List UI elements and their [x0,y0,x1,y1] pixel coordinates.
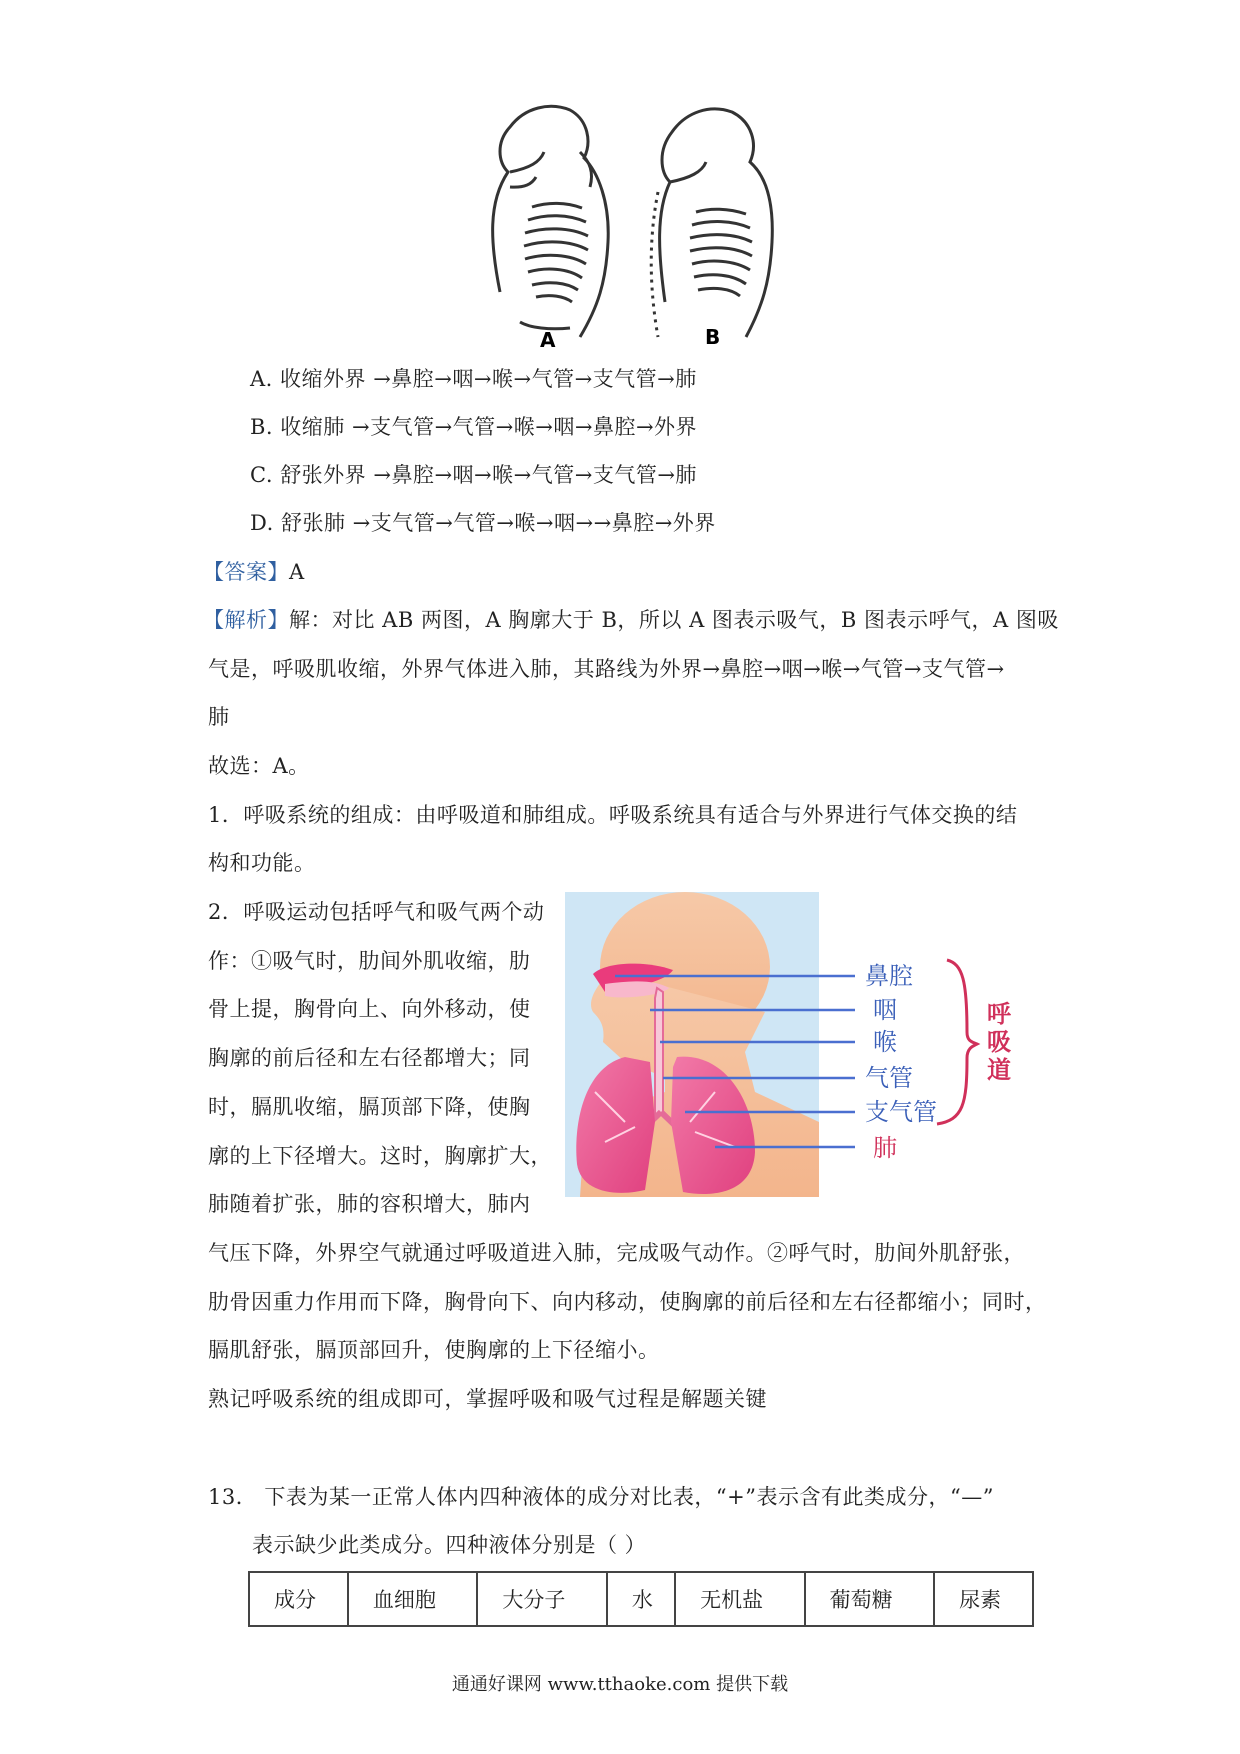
point2-wrap-line: 肺随着扩张，肺的容积增大，肺内 [208,1192,531,1216]
point2-wrap-line: 廓的上下径增大。这时，胸廓扩大， [208,1144,552,1168]
table-header-cell: 葡萄糖 [805,1572,934,1626]
point1-line-1: 1．呼吸系统的组成：由呼吸道和肺组成。呼吸系统具有适合与外界进行气体交换的结 [208,803,1018,827]
airway-brace [937,960,977,1124]
figure-b-body [651,109,772,337]
table-header-cell: 水 [607,1572,675,1626]
option-b-letter: B. [250,415,274,439]
point1-line-2: 构和功能。 [208,851,316,875]
table-header-cell: 成分 [249,1572,348,1626]
label-airway-char-1: 呼 [987,1000,1011,1028]
label-trachea: 气管 [865,1064,913,1092]
option-c [250,460,697,490]
point2-wrap-line: 作：①吸气时，肋间外肌收缩，肋 [208,949,531,973]
answer-value: A [289,560,305,584]
point2-wrap-line: 胸廓的前后径和左右径都增大；同 [208,1046,531,1070]
option-c-letter: C. [250,463,273,487]
option-a-text: 收缩外界 →鼻腔→咽→喉→气管→支气管→肺 [280,367,697,391]
option-d-text: 舒张肺 →支气管→气管→喉→咽→→鼻腔→外界 [280,511,716,535]
label-nasal-cavity: 鼻腔 [865,962,913,990]
label-pharynx: 咽 [873,996,897,1024]
question13-line-2: 表示缺少此类成分。四种液体分别是（ ） [252,1533,647,1557]
option-b [250,412,697,442]
table-header-cell: 血细胞 [348,1572,477,1626]
option-b-text: 收缩肺 →支气管→气管→喉→咽→鼻腔→外界 [280,415,698,439]
breathing-figure [470,92,800,354]
analysis-line-4: 故选：A。 [208,754,310,778]
summary-line: 熟记呼吸系统的组成即可，掌握呼吸和吸气过程是解题关键 [208,1387,767,1411]
question13-line-1: 13． 下表为某一正常人体内四种液体的成分对比表，“+”表示含有此类成分，“—” [208,1485,994,1509]
option-a [250,364,697,394]
label-airway-char-3: 道 [987,1056,1011,1084]
analysis-line-3: 肺 [208,705,230,729]
table-header-cell: 无机盐 [675,1572,804,1626]
figure-label-a: A [540,328,556,352]
figure-a-body [493,106,609,337]
analysis-tag: 【解析】 [203,608,289,632]
respiratory-system-figure [565,892,1035,1204]
option-a-letter: A. [250,367,273,391]
point2-full-line: 膈肌舒张，膈顶部回升，使胸廓的上下径缩小。 [208,1338,660,1362]
point2-full-line: 肋骨因重力作用而下降，胸骨向下、向内移动，使胸廓的前后径和左右径都缩小；同时， [208,1290,1047,1314]
figure-label-b: B [705,325,721,349]
label-bronchi: 支气管 [865,1098,937,1126]
point2-wrap-line: 骨上提，胸骨向上、向外移动，使 [208,997,531,1021]
point2-wrap-line: 时，膈肌收缩，膈顶部下降，使胸 [208,1095,531,1119]
point2-wrap-line: 2．呼吸运动包括呼气和吸气两个动 [208,900,545,924]
answer-tag: 【答案】 [203,560,289,584]
table-header-cell: 尿素 [934,1572,1033,1626]
table-header-row [249,1572,1033,1626]
analysis-line-2: 气是，呼吸肌收缩，外界气体进入肺，其路线为外界→鼻腔→咽→喉→气管→支气管→ [208,657,1005,681]
answer-line [203,557,305,587]
point2-full-line: 气压下降，外界空气就通过呼吸道进入肺，完成吸气动作。②呼气时，肋间外肌舒张， [208,1241,1025,1265]
analysis-line-1 [203,605,1059,635]
option-c-text: 舒张外界 →鼻腔→咽→喉→气管→支气管→肺 [280,463,697,487]
option-d [250,508,716,538]
component-table [248,1571,1034,1627]
table-header-cell: 大分子 [477,1572,606,1626]
option-d-letter: D. [250,511,274,535]
label-larynx: 喉 [873,1028,897,1056]
label-lung: 肺 [873,1134,897,1162]
footer-credit: 通通好课网 www.tthaoke.com 提供下载 [451,1674,789,1695]
label-airway-char-2: 吸 [987,1028,1011,1056]
analysis-text-1: 解：对比 AB 两图，A 胸廓大于 B，所以 A 图表示吸气，B 图表示呼气，A 图吸 [289,608,1059,632]
